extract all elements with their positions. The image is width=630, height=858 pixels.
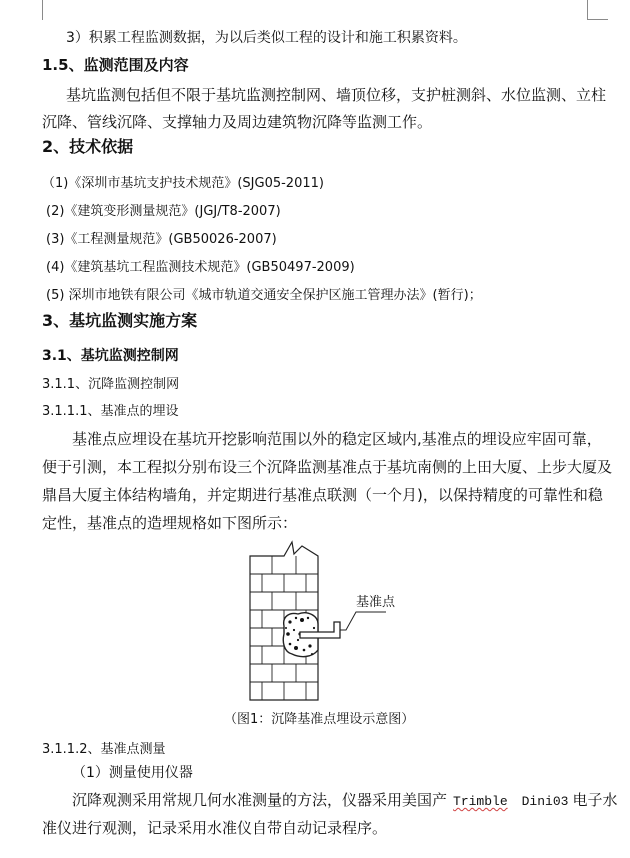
paragraph-line <box>72 789 617 810</box>
paragraph-text: 电子水 <box>572 791 618 809</box>
brand-trimble: Trimble <box>453 794 508 809</box>
paragraph-line: 沉降、管线沉降、支撑轴力及周边建筑物沉降等监测工作。 <box>42 113 433 131</box>
figure-caption: （图1：沉降基准点埋设示意图） <box>224 712 415 727</box>
reference-item: （1)《深圳市基坑支护技术规范》(SJG05-2011) <box>42 176 324 191</box>
paragraph-line: 3）积累工程监测数据，为以后类似工程的设计和施工积累资料。 <box>66 30 467 46</box>
subsection-heading: 3.1、基坑监测控制网 <box>42 348 179 364</box>
section-heading: 2、技术依据 <box>42 137 134 156</box>
paragraph-text: 沉降观测采用常规几何水准测量的方法，仪器采用美国产 <box>72 791 448 809</box>
paragraph-line: 定性，基准点的造埋规格如下图所示： <box>42 514 298 532</box>
figure-label: 基准点 <box>356 595 396 610</box>
crop-mark-left <box>42 0 43 20</box>
paragraph-line: 准仪进行观测，记录采用水准仪自带自动记录程序。 <box>42 819 388 837</box>
section-heading: 3、基坑监测实施方案 <box>42 311 198 330</box>
reference-item: (4)《建筑基坑工程监测技术规范》(GB50497-2009) <box>46 260 355 275</box>
sub-item-heading: （1）测量使用仪器 <box>72 765 193 781</box>
leader-line <box>340 612 386 630</box>
section-heading: 1.5、监测范围及内容 <box>42 56 189 74</box>
paragraph-line: 鼎昌大厦主体结构墙角，并定期进行基准点联测（一个月)，以保持精度的可靠性和稳 <box>42 486 603 504</box>
crop-mark-right-vertical <box>587 0 588 20</box>
reference-item: (2)《建筑变形测量规范》(JGJ/T8-2007) <box>46 204 281 219</box>
paragraph-line: 便于引测，本工程拟分别布设三个沉降监测基准点于基坑南侧的上田大厦、上步大厦及 <box>42 458 613 476</box>
paragraph-line: 基准点应埋设在基坑开挖影响范围以外的稳定区域内,基准点的埋设应牢固可靠， <box>72 430 602 448</box>
reference-item: (5) 深圳市地铁有限公司《城市轨道交通安全保护区施工管理办法》(暂行)； <box>46 288 482 303</box>
model-dini03: Dini03 <box>521 794 569 809</box>
subsection-heading: 3.1.1.1、基准点的埋设 <box>42 404 179 419</box>
benchmark-embedding-figure <box>238 534 438 706</box>
paragraph-line: 基坑监测包括但不限于基坑监测控制网、墙顶位移，支护桩测斜、水位监测、立柱 <box>66 86 607 104</box>
subsection-heading: 3.1.1.2、基准点测量 <box>42 742 166 757</box>
reference-item: (3)《工程测量规范》(GB50026-2007) <box>46 232 277 247</box>
subsection-heading: 3.1.1、沉降监测控制网 <box>42 377 180 392</box>
crop-mark-right-horizontal <box>588 19 608 20</box>
